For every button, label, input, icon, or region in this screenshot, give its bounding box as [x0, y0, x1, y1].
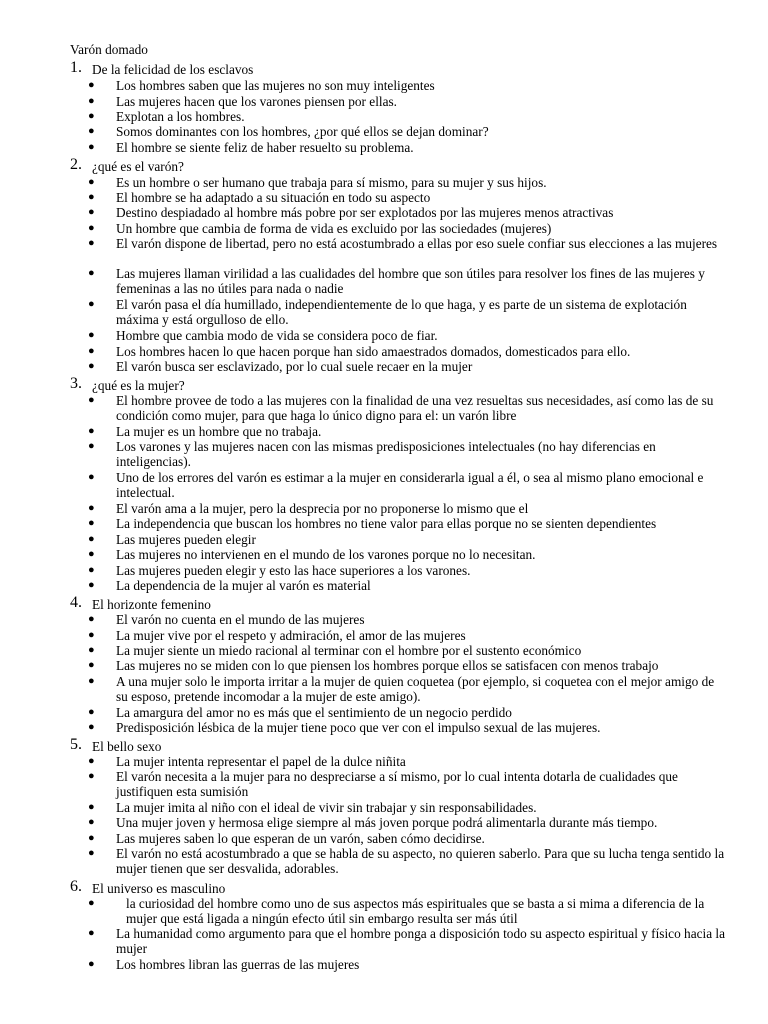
list-item — [88, 926, 728, 957]
bullet-icon: ● — [88, 237, 95, 249]
bullet-icon: ● — [88, 629, 95, 641]
list-item-text: El varón necesita a la mujer para no despreciarse a sí mismo, por lo cual intenta dotarla de cualidades que justifiquen esta sumisión — [116, 769, 678, 800]
bullet-icon: ● — [88, 141, 95, 153]
list-item-text: La mujer vive por el respeto y admiración, el amor de las mujeres — [116, 628, 466, 643]
bullet-icon: ● — [88, 832, 95, 844]
list-item-text: La mujer es un hombre que no trabaja. — [116, 424, 322, 439]
section-title: El horizonte femenino — [92, 597, 211, 612]
bullet-icon: ● — [88, 95, 95, 107]
list-item — [88, 359, 728, 374]
bullet-icon: ● — [88, 471, 95, 483]
list-item-text: El varón no está acostumbrado a que se habla de su aspecto, no quieren saberlo. Para que su lucha tenga sentido la mujer tienen que ser desvalida, adorables. — [116, 846, 725, 877]
list-item — [88, 221, 728, 236]
bullet-icon: ● — [88, 659, 95, 671]
section-title: ¿qué es la mujer? — [92, 378, 185, 393]
list-item — [88, 328, 728, 343]
bullet-icon: ● — [88, 298, 95, 310]
list-item — [88, 705, 728, 720]
list-item-text: Hombre que cambia modo de vida se considera poco de fiar. — [116, 328, 438, 343]
bullet-icon: ● — [88, 548, 95, 560]
list-item-text: La mujer intenta representar el papel de la dulce niñita — [116, 754, 406, 769]
list-item-text: Los hombres hacen lo que hacen porque han sido amaestrados domados, domesticados para ello. — [116, 344, 631, 359]
section-number: 3. — [70, 375, 82, 392]
list-item — [88, 470, 728, 501]
list-item-text: Predisposición lésbica de la mujer tiene poco que ver con el impulso sexual de las mujeres. — [116, 720, 601, 735]
section-title: El universo es masculino — [92, 881, 226, 896]
list-item — [88, 800, 728, 815]
bullet-icon: ● — [88, 176, 95, 188]
bullet-icon: ● — [88, 770, 95, 782]
list-item — [88, 769, 728, 800]
list-item — [88, 831, 728, 846]
bullet-icon: ● — [88, 440, 95, 452]
list-item — [88, 344, 728, 359]
list-item-text: El varón no cuenta en el mundo de las mujeres — [116, 612, 365, 627]
section-number: 4. — [70, 594, 82, 611]
list-item-text: Las mujeres llaman virilidad a las cualidades del hombre que son útiles para resolver los fines de las mujeres y femeninas a las no útiles para nada o nadie — [116, 266, 705, 297]
list-item — [88, 516, 728, 531]
section-title: De la felicidad de los esclavos — [92, 62, 254, 77]
list-item-text: Los varones y las mujeres nacen con las mismas predisposiciones intelectuales (no hay diferencias en inteligencias). — [116, 439, 656, 470]
bullet-icon: ● — [88, 721, 95, 733]
bullet-icon: ● — [88, 110, 95, 122]
list-item — [88, 578, 728, 593]
bullet-icon: ● — [88, 958, 95, 970]
bullet-icon: ● — [88, 801, 95, 813]
list-item-text: Explotan a los hombres. — [116, 109, 245, 124]
list-item — [88, 109, 728, 124]
list-item-text: Las mujeres hacen que los varones piensen por ellas. — [116, 94, 397, 109]
section-title: El bello sexo — [92, 739, 162, 754]
list-item — [88, 393, 728, 424]
list-item-text: Es un hombre o ser humano que trabaja para sí mismo, para su mujer y sus hijos. — [116, 175, 547, 190]
bullet-icon: ● — [88, 579, 95, 591]
bullet-icon: ● — [88, 755, 95, 767]
list-item-text: La dependencia de la mujer al varón es material — [116, 578, 371, 593]
list-item — [88, 815, 728, 830]
list-item — [88, 236, 728, 251]
bullet-icon: ● — [88, 675, 95, 687]
list-item-text: la curiosidad del hombre como uno de sus aspectos más espirituales que se basta a si mima a diferencia de la mujer que está ligada a ningún efecto útil sin embargo resulta ser más útil — [126, 896, 705, 927]
bullet-icon: ● — [88, 191, 95, 203]
list-item — [88, 846, 728, 877]
list-item — [88, 439, 728, 470]
list-item-text: El varón pasa el día humillado, independientemente de lo que haga, y es parte de un sistema de explotación máxima y está orgulloso de ello. — [116, 297, 687, 328]
list-item-text: El varón dispone de libertad, pero no está acostumbrado a ellas por eso suele confiar sus elecciones a las mujeres — [116, 236, 718, 251]
list-item-text: Las mujeres pueden elegir y esto las hace superiores a los varones. — [116, 563, 471, 578]
list-item-text: La mujer imita al niño con el ideal de vivir sin trabajar y sin responsabilidades. — [116, 800, 537, 815]
bullet-icon: ● — [88, 125, 95, 137]
list-item — [88, 628, 728, 643]
bullet-icon: ● — [88, 706, 95, 718]
bullet-icon: ● — [88, 816, 95, 828]
list-item-text: Las mujeres no intervienen en el mundo de los varones porque no lo necesitan. — [116, 547, 536, 562]
bullet-icon: ● — [88, 613, 95, 625]
bullet-icon: ● — [88, 927, 95, 939]
bullet-icon: ● — [88, 644, 95, 656]
bullet-icon: ● — [88, 425, 95, 437]
list-item — [88, 94, 728, 109]
bullet-icon: ● — [88, 360, 95, 372]
list-item-text: El varón ama a la mujer, pero la desprecia por no proponerse lo mismo que el — [116, 501, 529, 516]
list-item — [88, 532, 728, 547]
list-item-text: La independencia que buscan los hombres no tiene valor para ellas porque no se sienten dependientes — [116, 516, 657, 531]
list-item — [88, 205, 728, 220]
list-item-text: Las mujeres saben lo que esperan de un varón, saben cómo decidirse. — [116, 831, 485, 846]
bullet-icon: ● — [88, 206, 95, 218]
bullet-icon: ● — [88, 502, 95, 514]
list-item — [88, 297, 728, 328]
bullet-icon: ● — [88, 345, 95, 357]
bullet-icon: ● — [88, 533, 95, 545]
list-item-text: Las mujeres no se miden con lo que piensen los hombres porque ellos se satisfacen con menos trabajo — [116, 658, 659, 673]
list-item — [88, 190, 728, 205]
list-item-text: Somos dominantes con los hombres, ¿por qué ellos se dejan dominar? — [116, 124, 489, 139]
list-item — [88, 643, 728, 658]
list-item-text: Los hombres saben que las mujeres no son muy inteligentes — [116, 78, 435, 93]
list-item-text: La mujer siente un miedo racional al terminar con el hombre por el sustento económico — [116, 643, 582, 658]
list-item — [88, 266, 728, 297]
bullet-icon: ● — [88, 329, 95, 341]
list-item-text: Los hombres libran las guerras de las mujeres — [116, 957, 360, 972]
list-item — [88, 547, 728, 562]
list-item — [88, 124, 728, 139]
list-item — [88, 674, 728, 705]
list-item — [88, 563, 728, 578]
bullet-icon: ● — [88, 897, 95, 909]
list-item-text: Un hombre que cambia de forma de vida es excluido por las sociedades (mujeres) — [116, 221, 552, 236]
list-item — [88, 175, 728, 190]
section-number: 6. — [70, 878, 82, 895]
section-number: 5. — [70, 736, 82, 753]
list-item-text: Destino despiadado al hombre más pobre por ser explotados por las mujeres menos atractivas — [116, 205, 614, 220]
list-item — [88, 896, 728, 927]
list-item-text: El varón busca ser esclavizado, por lo cual suele recaer en la mujer — [116, 359, 473, 374]
bullet-icon: ● — [88, 847, 95, 859]
bullet-icon: ● — [88, 222, 95, 234]
list-item-text: El hombre provee de todo a las mujeres con la finalidad de una vez resueltas sus necesidades, así como las de su condición como mujer, para que haga lo único digno para el: un varón libre — [116, 393, 714, 424]
list-item-text: Las mujeres pueden elegir — [116, 532, 256, 547]
section-title: ¿qué es el varón? — [92, 159, 184, 174]
list-item — [88, 78, 728, 93]
section-number: 1. — [70, 59, 82, 76]
list-item-text: El hombre se siente feliz de haber resuelto su problema. — [116, 140, 414, 155]
list-item-text: A una mujer solo le importa irritar a la mujer de quien coquetea (por ejemplo, si coquetea con el mejor amigo de su esposo, pretende incomodar a la mujer de este amigo). — [116, 674, 715, 705]
list-item-text: La humanidad como argumento para que el hombre ponga a disposición todo su aspecto espiritual y físico hacia la mujer — [116, 926, 726, 957]
bullet-icon: ● — [88, 517, 95, 529]
list-item-text: El hombre se ha adaptado a su situación en todo su aspecto — [116, 190, 431, 205]
list-item — [88, 754, 728, 769]
document-title: Varón domado — [70, 42, 148, 57]
list-item — [88, 720, 728, 735]
list-item — [88, 501, 728, 516]
bullet-icon: ● — [88, 564, 95, 576]
list-item-text: Uno de los errores del varón es estimar a la mujer en considerarla igual a él, o sea al mismo plano emocional e intelectual. — [116, 470, 704, 501]
list-item — [88, 612, 728, 627]
bullet-icon: ● — [88, 79, 95, 91]
list-item — [88, 957, 728, 972]
section-number: 2. — [70, 156, 82, 173]
list-item — [88, 424, 728, 439]
list-item-text: Una mujer joven y hermosa elige siempre al más joven porque podrá alimentarla durante más tiempo. — [116, 815, 658, 830]
list-item — [88, 658, 728, 673]
list-item — [88, 140, 728, 155]
list-item-text: La amargura del amor no es más que el sentimiento de un negocio perdido — [116, 705, 512, 720]
bullet-icon: ● — [88, 394, 95, 406]
bullet-icon: ● — [88, 267, 95, 279]
